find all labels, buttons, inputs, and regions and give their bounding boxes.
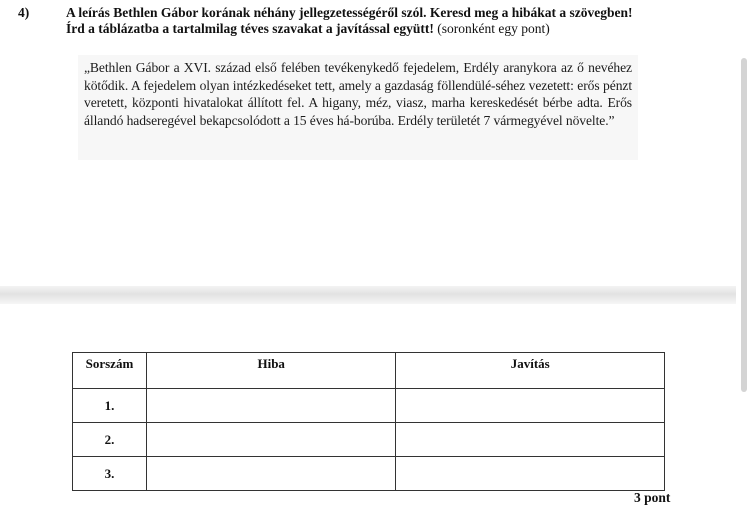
row-number: 1. bbox=[73, 389, 147, 423]
hiba-cell[interactable] bbox=[146, 457, 396, 491]
hiba-cell[interactable] bbox=[146, 389, 396, 423]
task-instruction-note: (soronként egy pont) bbox=[433, 21, 550, 36]
scrollbar-thumb[interactable] bbox=[741, 58, 747, 392]
row-number: 3. bbox=[73, 457, 147, 491]
header-javitas: Javítás bbox=[396, 353, 665, 389]
row-number: 2. bbox=[73, 423, 147, 457]
points-label: 3 pont bbox=[634, 490, 671, 505]
answer-table bbox=[72, 352, 665, 491]
task-instruction-line2 bbox=[66, 21, 550, 37]
header-hiba: Hiba bbox=[146, 353, 396, 389]
task-instruction-bold: Írd a táblázatba a tartalmilag téves szavakat a javítással együtt! bbox=[66, 21, 434, 36]
hiba-cell[interactable] bbox=[146, 423, 396, 457]
javitas-cell[interactable] bbox=[396, 389, 665, 423]
page-divider bbox=[0, 286, 750, 304]
table-row bbox=[73, 389, 665, 423]
table-row bbox=[73, 423, 665, 457]
header-sorszam: Sorszám bbox=[73, 353, 147, 389]
javitas-cell[interactable] bbox=[396, 457, 665, 491]
source-quote-text: „Bethlen Gábor a XVI. század első felében tevékenykedő fejedelem, Erdély aranykora az ő nevéhez kötődik. A fejedelem olyan intézkedéseket tett, amely a gazdaság föllendülé-séhez vezetett: erős pénzt veretett, központi hivatalokat állított fel. A higany, méz, viasz, marha kereskedését bérbe adta. Erős állandó hadseregével bekapcsolódott a 15 éves há-borúba. Erdély területét 7 vármegyével növelte.” bbox=[84, 60, 632, 128]
source-quote-box bbox=[78, 55, 638, 160]
task-instruction-line1: A leírás Bethlen Gábor korának néhány jellegzetességéről szól. Keresd meg a hibákat a szövegben! bbox=[66, 5, 633, 20]
task-number: 4) bbox=[18, 5, 30, 20]
table-header-row bbox=[73, 353, 665, 389]
table-row bbox=[73, 457, 665, 491]
javitas-cell[interactable] bbox=[396, 423, 665, 457]
